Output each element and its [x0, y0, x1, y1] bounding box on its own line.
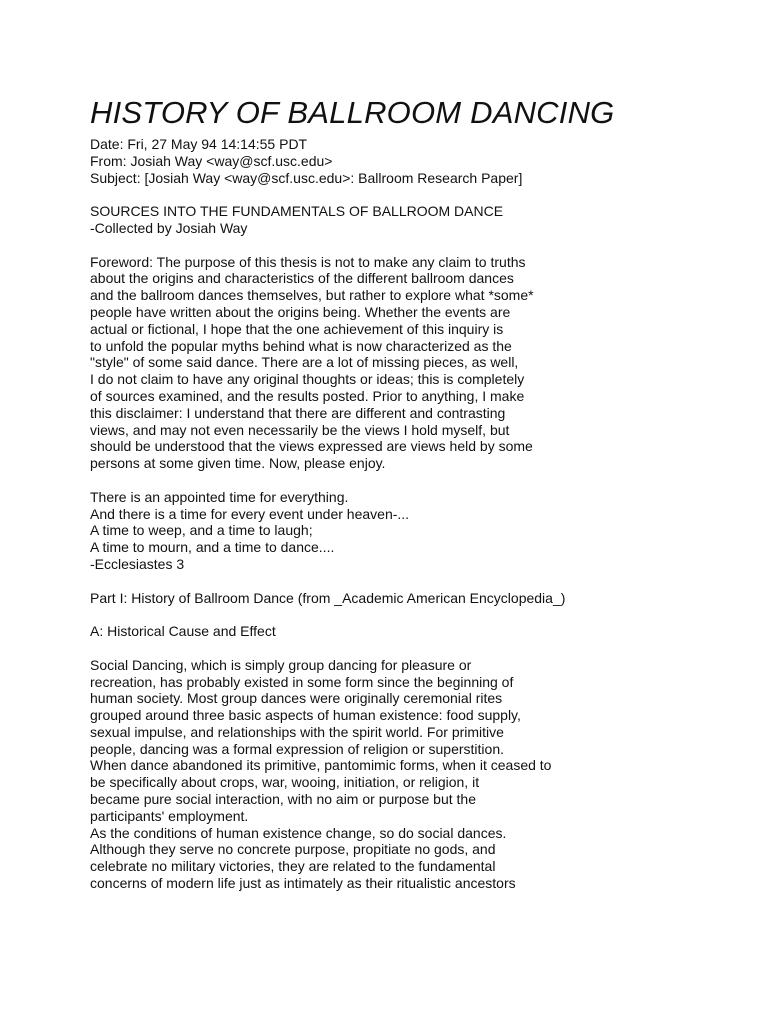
quote-line: And there is a time for every event under heaven-... — [90, 505, 410, 522]
paragraph-line: grouped around three basic aspects of human existence: food supply, — [90, 707, 521, 724]
paragraph-line: celebrate no military victories, they are related to the fundamental — [90, 858, 496, 875]
foreword-line: views, and may not even necessarily be the views I hold myself, but — [90, 421, 510, 438]
paragraph-line: Social Dancing, which is simply group dancing for pleasure or — [90, 656, 472, 673]
foreword-line: this disclaimer: I understand that there are different and contrasting — [90, 404, 506, 421]
foreword-line: persons at some given time. Now, please enjoy. — [90, 455, 386, 472]
sources-heading-block — [90, 203, 730, 237]
paragraph-line: concerns of modern life just as intimately as their ritualistic ancestors — [90, 875, 516, 892]
blank-line — [90, 573, 730, 590]
header-subject-line: Subject: [Josiah Way <way@scf.usc.edu>: Ballroom Research Paper] — [90, 169, 523, 186]
email-header — [90, 136, 730, 186]
foreword-paragraph — [90, 254, 730, 472]
quote-line: A time to weep, and a time to laugh; — [90, 522, 313, 539]
paragraph-line: Although they serve no concrete purpose, propitiate no gods, and — [90, 841, 496, 858]
blank-line — [90, 186, 730, 203]
section-heading: A: Historical Cause and Effect — [90, 623, 276, 640]
quote-attribution: -Ecclesiastes 3 — [90, 555, 185, 572]
part-heading: Part I: History of Ballroom Dance (from _Academic American Encyclopedia_) — [90, 589, 566, 606]
foreword-line: about the origins and characteristics of the different ballroom dances — [90, 270, 514, 287]
blank-line — [90, 640, 730, 657]
sources-heading: SOURCES INTO THE FUNDAMENTALS OF BALLROOM DANCE — [90, 203, 504, 220]
paragraph-line: be specifically about crops, war, wooing, initiation, or religion, it — [90, 774, 480, 791]
header-from-line: From: Josiah Way <way@scf.usc.edu> — [90, 152, 333, 169]
header-date-line: Date: Fri, 27 May 94 14:14:55 PDT — [90, 136, 308, 152]
foreword-line: people have written about the origins being. Whether the events are — [90, 303, 511, 320]
paragraph-line: When dance abandoned its primitive, pantomimic forms, when it ceased to — [90, 757, 552, 774]
foreword-line: "style" of some said dance. There are a lot of missing pieces, as well, — [90, 354, 519, 371]
collected-by-line: -Collected by Josiah Way — [90, 219, 248, 236]
blank-line — [90, 606, 730, 623]
foreword-line: of sources examined, and the results posted. Prior to anything, I make — [90, 387, 525, 404]
quote-line: There is an appointed time for everything. — [90, 488, 349, 505]
paragraph-line: human society. Most group dances were originally ceremonial rites — [90, 690, 503, 707]
foreword-line: should be understood that the views expressed are views held by some — [90, 438, 533, 455]
paragraph-line: As the conditions of human existence change, so do social dances. — [90, 824, 507, 841]
social-dancing-paragraph — [90, 657, 730, 892]
quote-line: A time to mourn, and a time to dance.... — [90, 539, 335, 556]
ecclesiastes-quote — [90, 489, 730, 573]
foreword-line: I do not claim to have any original thoughts or ideas; this is completely — [90, 371, 525, 388]
foreword-line: to unfold the popular myths behind what is now characterized as the — [90, 337, 512, 354]
paragraph-line: participants' employment. — [90, 807, 249, 824]
blank-line — [90, 472, 730, 489]
foreword-line: actual or fictional, I hope that the one achievement of this inquiry is — [90, 320, 504, 337]
paragraph-line: recreation, has probably existed in some form since the beginning of — [90, 673, 514, 690]
paragraph-line: became pure social interaction, with no aim or purpose but the — [90, 791, 476, 808]
paragraph-line: sexual impulse, and relationships with the spirit world. For primitive — [90, 723, 504, 740]
document-content — [90, 93, 730, 892]
blank-line — [90, 237, 730, 254]
foreword-line: Foreword: The purpose of this thesis is not to make any claim to truths — [90, 253, 526, 270]
paragraph-line: people, dancing was a formal expression of religion or superstition. — [90, 740, 505, 757]
foreword-line: and the ballroom dances themselves, but rather to explore what *some* — [90, 287, 534, 304]
document-title: HISTORY OF BALLROOM DANCING — [90, 95, 615, 130]
